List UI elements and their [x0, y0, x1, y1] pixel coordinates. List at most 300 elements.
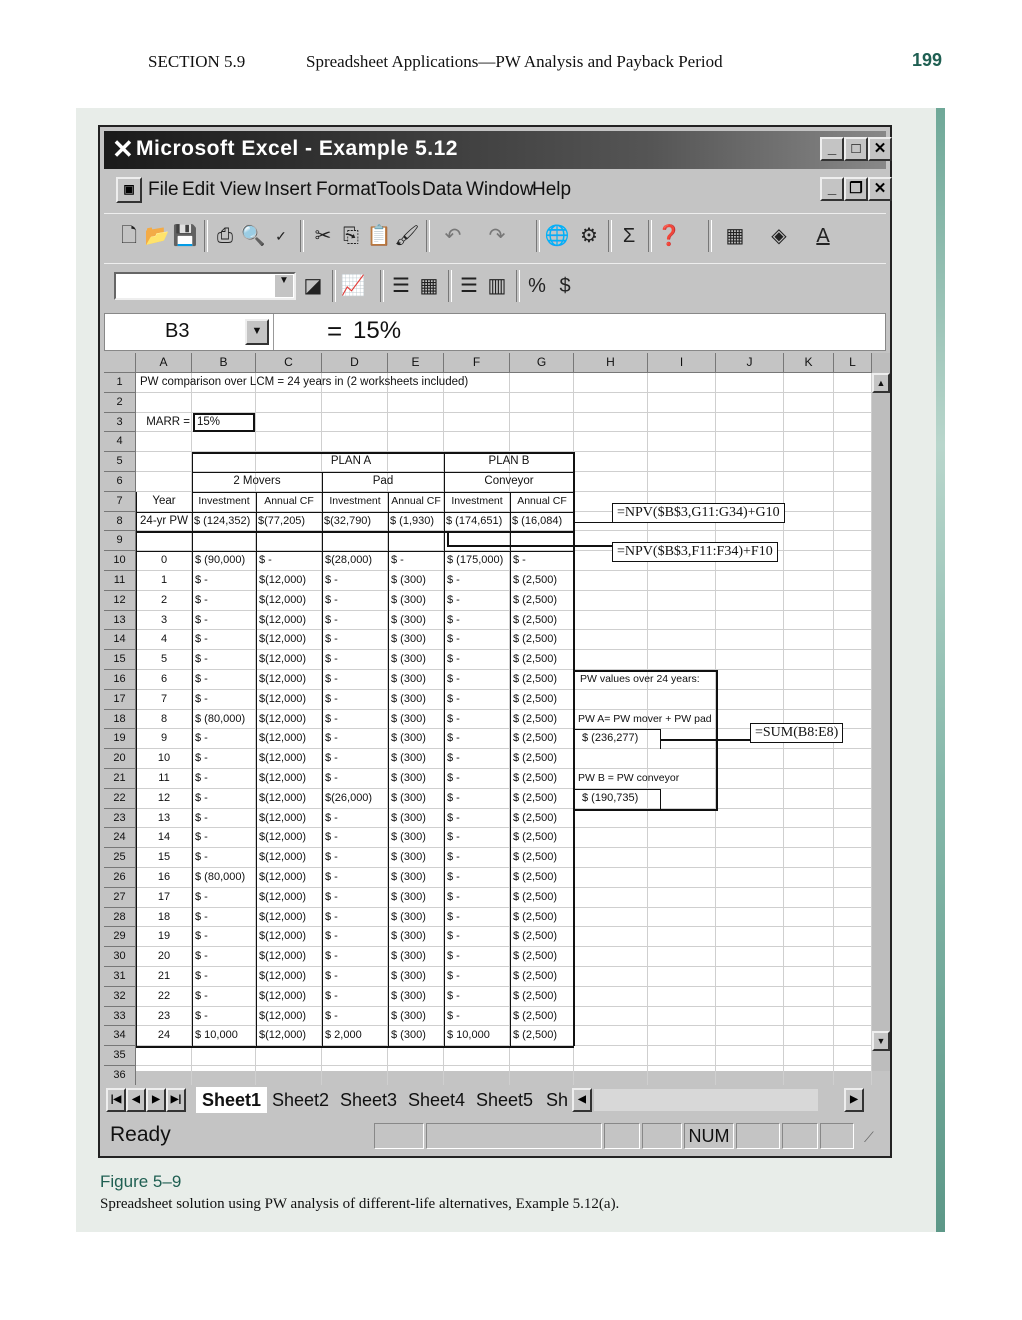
- autosum-icon[interactable]: Σ: [622, 225, 636, 247]
- data-cell[interactable]: $ (2,500): [513, 692, 558, 705]
- data-cell[interactable]: $(12,000): [259, 772, 307, 784]
- data-cell[interactable]: $ (2,500): [513, 910, 558, 923]
- data-cell[interactable]: $(12,000): [259, 613, 307, 626]
- doc-close-button[interactable]: ✕: [868, 177, 892, 201]
- data-cell[interactable]: $ -: [447, 593, 460, 606]
- data-cell[interactable]: $ (300): [391, 772, 426, 784]
- row-header[interactable]: 5: [104, 452, 136, 472]
- data-cell[interactable]: $ -: [195, 989, 208, 1002]
- data-cell[interactable]: $(12,000): [259, 851, 307, 864]
- data-cell[interactable]: $ -: [447, 970, 460, 982]
- data-cell[interactable]: $ (2,500): [513, 1029, 558, 1042]
- data-cell[interactable]: $ (2,500): [513, 890, 558, 903]
- font-color-icon[interactable]: A: [816, 225, 830, 247]
- redo-icon[interactable]: ↷: [488, 225, 506, 247]
- data-cell[interactable]: $ (300): [391, 1029, 426, 1042]
- row-header[interactable]: 19: [104, 729, 136, 749]
- data-cell[interactable]: $ (2,500): [513, 1009, 558, 1022]
- data-cell[interactable]: $ -: [195, 673, 208, 685]
- pw-cell[interactable]: $(32,790): [324, 514, 372, 527]
- data-cell[interactable]: $ -: [325, 653, 338, 666]
- data-cell[interactable]: $ (300): [391, 970, 426, 982]
- column-title-header[interactable]: Annual CF: [517, 494, 567, 507]
- data-cell[interactable]: $ (2,500): [513, 811, 558, 824]
- data-cell[interactable]: $ (80,000): [195, 871, 246, 883]
- row-header[interactable]: 21: [104, 769, 136, 789]
- data-cell[interactable]: $ -: [325, 752, 338, 765]
- data-cell[interactable]: $ -: [447, 653, 460, 666]
- data-cell[interactable]: $ -: [195, 811, 208, 824]
- data-cell[interactable]: $ -: [325, 970, 338, 982]
- align-icon[interactable]: ☰: [392, 275, 410, 297]
- data-cell[interactable]: $ -: [447, 772, 460, 784]
- data-cell[interactable]: $ 2,000: [325, 1029, 362, 1042]
- data-cell[interactable]: 14: [157, 831, 171, 844]
- data-cell[interactable]: $ -: [447, 574, 460, 586]
- data-cell[interactable]: $(28,000): [325, 554, 373, 567]
- column-header[interactable]: F: [444, 353, 510, 373]
- column-title-header[interactable]: Annual CF: [391, 494, 441, 507]
- row-header[interactable]: 3: [104, 413, 136, 433]
- tab-sheet1[interactable]: Sheet1: [196, 1087, 267, 1113]
- print-icon[interactable]: ⎙: [217, 225, 233, 247]
- data-cell[interactable]: $ -: [325, 633, 338, 646]
- row-header[interactable]: 32: [104, 987, 136, 1007]
- column-title-header[interactable]: Investment: [198, 494, 250, 507]
- new-icon[interactable]: 🗋: [120, 225, 138, 247]
- data-cell[interactable]: $(12,000): [259, 989, 307, 1002]
- data-cell[interactable]: $ -: [513, 554, 526, 567]
- data-cell[interactable]: $ -: [325, 732, 338, 745]
- data-cell[interactable]: $ (2,500): [513, 871, 558, 883]
- open-icon[interactable]: 📂: [144, 225, 170, 247]
- data-cell[interactable]: $ -: [447, 989, 460, 1002]
- data-cell[interactable]: $ -: [447, 1009, 460, 1022]
- data-cell[interactable]: $(12,000): [259, 1009, 307, 1022]
- tab-sheet4[interactable]: Sheet4: [408, 1090, 466, 1110]
- data-cell[interactable]: 0: [160, 554, 168, 567]
- pw-cell[interactable]: $ (1,930): [390, 514, 435, 527]
- data-cell[interactable]: 16: [157, 871, 171, 883]
- data-cell[interactable]: 20: [157, 950, 171, 963]
- data-cell[interactable]: $ -: [325, 910, 338, 923]
- row-header[interactable]: 27: [104, 888, 136, 908]
- data-cell[interactable]: $ 10,000: [447, 1029, 490, 1042]
- data-cell[interactable]: $(12,000): [259, 673, 307, 685]
- data-cell[interactable]: $ 10,000: [195, 1029, 238, 1042]
- data-cell[interactable]: $ -: [447, 950, 460, 963]
- data-cell[interactable]: $ -: [325, 712, 338, 725]
- data-cell[interactable]: 15: [157, 851, 171, 864]
- data-cell[interactable]: $ -: [447, 633, 460, 646]
- style-combo[interactable]: [114, 272, 296, 300]
- copy-icon[interactable]: ⎘: [343, 225, 359, 247]
- hyperlink-icon[interactable]: 🌐: [544, 225, 570, 247]
- pw-cell[interactable]: $ (16,084): [512, 514, 563, 527]
- data-cell[interactable]: $ (300): [391, 574, 426, 586]
- data-cell[interactable]: $ (300): [391, 871, 426, 883]
- doc-restore-button[interactable]: ❐: [844, 177, 868, 201]
- data-cell[interactable]: $ (300): [391, 910, 426, 923]
- data-cell[interactable]: $(12,000): [259, 910, 307, 923]
- data-cell[interactable]: $ -: [195, 851, 208, 864]
- data-cell[interactable]: $ -: [195, 692, 208, 705]
- data-cell[interactable]: $ (300): [391, 950, 426, 963]
- percent-icon[interactable]: %: [528, 275, 546, 297]
- row-header[interactable]: 22: [104, 789, 136, 809]
- row-header[interactable]: 6: [104, 472, 136, 492]
- conveyor-header[interactable]: Conveyor: [484, 475, 534, 487]
- data-cell[interactable]: $ -: [447, 673, 460, 685]
- data-cell[interactable]: 6: [160, 673, 168, 685]
- data-cell[interactable]: $ -: [391, 554, 404, 567]
- borders-icon[interactable]: ▦: [725, 225, 745, 247]
- rows-icon[interactable]: ☰: [460, 275, 478, 297]
- data-cell[interactable]: $ -: [195, 653, 208, 666]
- column-header[interactable]: J: [716, 353, 784, 373]
- row-header[interactable]: 20: [104, 749, 136, 769]
- data-cell[interactable]: $ -: [325, 613, 338, 626]
- help-icon[interactable]: ❓: [656, 225, 682, 247]
- data-cell[interactable]: $ (2,500): [513, 950, 558, 963]
- column-header[interactable]: A: [136, 353, 192, 373]
- data-cell[interactable]: $ -: [325, 890, 338, 903]
- data-cell[interactable]: $(12,000): [259, 574, 307, 586]
- first-sheet-icon[interactable]: |◀: [106, 1088, 126, 1112]
- chart-wizard-icon[interactable]: 📈: [340, 275, 366, 297]
- data-cell[interactable]: $ -: [447, 930, 460, 943]
- columns-icon[interactable]: ▥: [487, 275, 507, 297]
- data-cell[interactable]: $(12,000): [259, 732, 307, 745]
- data-cell[interactable]: $(12,000): [259, 712, 307, 725]
- data-cell[interactable]: $ (300): [391, 1009, 426, 1022]
- tab-sheet3[interactable]: Sheet3: [340, 1090, 398, 1110]
- data-cell[interactable]: $(12,000): [259, 692, 307, 705]
- data-cell[interactable]: $(12,000): [259, 871, 307, 883]
- data-cell[interactable]: $ (2,500): [513, 970, 558, 982]
- data-cell[interactable]: $ (300): [391, 989, 426, 1002]
- row-header[interactable]: 16: [104, 670, 136, 690]
- row-header[interactable]: 24: [104, 828, 136, 848]
- pw-b-value[interactable]: $ (190,735): [582, 791, 639, 804]
- data-cell[interactable]: $(12,000): [259, 633, 307, 646]
- chevron-down-icon[interactable]: ▼: [245, 319, 269, 345]
- workbook-icon[interactable]: ▣: [116, 177, 142, 203]
- data-cell[interactable]: $ -: [195, 791, 208, 804]
- data-cell[interactable]: $ (300): [391, 712, 426, 725]
- resize-grip-icon[interactable]: ⟋: [864, 1129, 874, 1145]
- data-cell[interactable]: $(12,000): [259, 890, 307, 903]
- data-cell[interactable]: $ -: [195, 772, 208, 784]
- data-cell[interactable]: $ (2,500): [513, 831, 558, 844]
- plan-b-header[interactable]: PLAN B: [488, 455, 530, 468]
- data-cell[interactable]: $ -: [447, 692, 460, 705]
- currency-icon[interactable]: $: [559, 275, 571, 297]
- menu-format[interactable]: Format: [316, 179, 377, 200]
- data-cell[interactable]: 10: [157, 752, 171, 765]
- column-header[interactable]: L: [834, 353, 872, 373]
- row-header[interactable]: 7: [104, 492, 136, 512]
- tab-scroll-left-icon[interactable]: ◀: [572, 1088, 592, 1112]
- close-button[interactable]: ✕: [868, 137, 892, 161]
- title-cell[interactable]: PW comparison over LCM = 24 years in (2 worksheets included): [140, 376, 469, 388]
- column-header[interactable]: E: [388, 353, 444, 373]
- last-sheet-icon[interactable]: ▶|: [166, 1088, 186, 1112]
- paste-icon[interactable]: 📋: [366, 225, 392, 247]
- row-header[interactable]: 15: [104, 650, 136, 670]
- data-cell[interactable]: 2: [160, 593, 168, 606]
- row-header[interactable]: 23: [104, 809, 136, 829]
- data-cell[interactable]: $ (2,500): [513, 772, 558, 784]
- data-cell[interactable]: $ (300): [391, 732, 426, 745]
- data-cell[interactable]: $ -: [325, 851, 338, 864]
- tab-sheet6[interactable]: Sh: [546, 1090, 569, 1110]
- data-cell[interactable]: $ -: [447, 791, 460, 804]
- row-header[interactable]: 34: [104, 1026, 136, 1046]
- data-cell[interactable]: $ -: [195, 910, 208, 923]
- column-header[interactable]: K: [784, 353, 834, 373]
- row-header[interactable]: 13: [104, 611, 136, 631]
- data-cell[interactable]: 17: [157, 890, 171, 903]
- data-cell[interactable]: 12: [157, 791, 171, 804]
- row-header[interactable]: 1: [104, 373, 136, 393]
- data-cell[interactable]: $ -: [195, 930, 208, 943]
- data-cell[interactable]: $ -: [195, 890, 208, 903]
- data-cell[interactable]: $(26,000): [325, 791, 373, 804]
- row-header[interactable]: 33: [104, 1007, 136, 1027]
- row-header[interactable]: 31: [104, 967, 136, 987]
- menu-tools[interactable]: Tools: [376, 179, 421, 200]
- data-cell[interactable]: $ -: [325, 1009, 338, 1022]
- data-cell[interactable]: $ (300): [391, 673, 426, 685]
- data-cell[interactable]: 18: [157, 910, 171, 923]
- tab-sheet5[interactable]: Sheet5: [476, 1090, 534, 1110]
- row-header[interactable]: 14: [104, 630, 136, 650]
- row-header[interactable]: 11: [104, 571, 136, 591]
- row-header[interactable]: 35: [104, 1046, 136, 1066]
- data-cell[interactable]: $ -: [447, 831, 460, 844]
- data-cell[interactable]: $ (300): [391, 633, 426, 646]
- row-header[interactable]: 26: [104, 868, 136, 888]
- next-sheet-icon[interactable]: ▶: [146, 1088, 166, 1112]
- data-cell[interactable]: $ (300): [391, 831, 426, 844]
- row-header[interactable]: 25: [104, 848, 136, 868]
- row-header[interactable]: 36: [104, 1066, 136, 1086]
- data-cell[interactable]: $(12,000): [259, 930, 307, 943]
- data-cell[interactable]: $ (2,500): [513, 633, 558, 646]
- data-cell[interactable]: $ -: [447, 910, 460, 923]
- tab-sheet2[interactable]: Sheet2: [272, 1090, 330, 1110]
- data-cell[interactable]: $ (300): [391, 930, 426, 943]
- row-header[interactable]: 9: [104, 531, 136, 551]
- cut-icon[interactable]: ✂: [314, 225, 332, 247]
- menu-edit[interactable]: Edit: [182, 179, 215, 200]
- data-cell[interactable]: $ -: [325, 831, 338, 844]
- row-header[interactable]: 29: [104, 927, 136, 947]
- data-cell[interactable]: $(12,000): [259, 752, 307, 765]
- maximize-button[interactable]: □: [844, 137, 868, 161]
- data-cell[interactable]: $ (300): [391, 593, 426, 606]
- data-cell[interactable]: $ -: [447, 732, 460, 745]
- print-preview-icon[interactable]: 🔍: [240, 225, 266, 247]
- data-cell[interactable]: $ -: [195, 831, 208, 844]
- data-cell[interactable]: 1: [160, 574, 168, 586]
- column-title-header[interactable]: Investment: [329, 494, 381, 507]
- horizontal-scrollbar[interactable]: [594, 1089, 818, 1111]
- doc-minimize-button[interactable]: _: [820, 177, 844, 201]
- data-cell[interactable]: $ (2,500): [513, 791, 558, 804]
- data-cell[interactable]: $ (2,500): [513, 613, 558, 626]
- data-cell[interactable]: $ -: [447, 712, 460, 725]
- data-cell[interactable]: $(12,000): [259, 811, 307, 824]
- data-cell[interactable]: $ -: [195, 613, 208, 626]
- pw-cell[interactable]: $ (174,651): [446, 514, 503, 527]
- data-cell[interactable]: $ -: [325, 673, 338, 685]
- data-cell[interactable]: 21: [157, 970, 171, 982]
- data-cell[interactable]: 5: [160, 653, 168, 666]
- data-cell[interactable]: 9: [160, 732, 168, 745]
- row-header[interactable]: 2: [104, 393, 136, 413]
- data-cell[interactable]: 19: [157, 930, 171, 943]
- data-cell[interactable]: 23: [157, 1009, 171, 1022]
- data-cell[interactable]: $(12,000): [259, 831, 307, 844]
- data-cell[interactable]: 8: [160, 712, 168, 725]
- undo-icon[interactable]: ↶: [444, 225, 462, 247]
- data-cell[interactable]: $ -: [195, 574, 208, 586]
- row-header[interactable]: 17: [104, 690, 136, 710]
- data-cell[interactable]: $ -: [325, 811, 338, 824]
- pw-b-label[interactable]: PW B = PW conveyor: [578, 772, 680, 784]
- column-header[interactable]: G: [510, 353, 574, 373]
- data-cell[interactable]: $ (300): [391, 653, 426, 666]
- tab-scroll-right-icon[interactable]: ▶: [844, 1088, 864, 1112]
- data-cell[interactable]: $ -: [447, 752, 460, 765]
- data-cell[interactable]: 7: [160, 692, 168, 705]
- spelling-icon[interactable]: ✓: [275, 228, 287, 244]
- data-cell[interactable]: $ (300): [391, 791, 426, 804]
- shadow-icon[interactable]: ◪: [303, 275, 323, 297]
- data-cell[interactable]: $ (300): [391, 613, 426, 626]
- data-cell[interactable]: 4: [160, 633, 168, 646]
- data-cell[interactable]: $ -: [325, 593, 338, 606]
- column-header[interactable]: B: [192, 353, 256, 373]
- row-header[interactable]: 12: [104, 591, 136, 611]
- vertical-scrollbar[interactable]: [872, 353, 890, 1071]
- data-cell[interactable]: $ -: [325, 989, 338, 1002]
- pad-header[interactable]: Pad: [372, 475, 394, 487]
- data-cell[interactable]: $ (2,500): [513, 673, 558, 685]
- data-cell[interactable]: $ (300): [391, 851, 426, 864]
- fill-color-icon[interactable]: ◈: [771, 225, 787, 247]
- marr-value-cell[interactable]: 15%: [193, 413, 255, 432]
- data-cell[interactable]: $ (2,500): [513, 930, 558, 943]
- data-cell[interactable]: $ -: [195, 593, 208, 606]
- data-cell[interactable]: $ (175,000): [447, 554, 504, 567]
- scroll-down-icon[interactable]: ▼: [872, 1031, 890, 1051]
- data-cell[interactable]: $ (300): [391, 811, 426, 824]
- menu-help[interactable]: Help: [532, 179, 572, 200]
- data-cell[interactable]: $ -: [195, 950, 208, 963]
- data-cell[interactable]: $ (300): [391, 890, 426, 903]
- data-cell[interactable]: $(12,000): [259, 970, 307, 982]
- data-cell[interactable]: $ (2,500): [513, 989, 558, 1002]
- pw-cell[interactable]: $(77,205): [258, 514, 306, 527]
- data-cell[interactable]: 24: [157, 1029, 171, 1042]
- menu-file[interactable]: File: [148, 179, 179, 200]
- menu-view[interactable]: View: [220, 179, 261, 200]
- data-cell[interactable]: $ -: [195, 732, 208, 745]
- scroll-up-icon[interactable]: ▲: [872, 373, 890, 393]
- data-cell[interactable]: $ -: [325, 772, 338, 784]
- data-cell[interactable]: $ (2,500): [513, 752, 558, 765]
- data-cell[interactable]: 3: [160, 613, 168, 626]
- data-cell[interactable]: $ -: [325, 574, 338, 586]
- menu-window[interactable]: Window: [466, 179, 534, 200]
- data-cell[interactable]: $ -: [195, 633, 208, 646]
- data-cell[interactable]: $ -: [259, 554, 272, 567]
- column-title-header[interactable]: Investment: [451, 494, 503, 507]
- data-cell[interactable]: $(12,000): [259, 950, 307, 963]
- data-cell[interactable]: $ (90,000): [195, 554, 246, 567]
- data-cell[interactable]: $ (80,000): [195, 712, 246, 725]
- data-cell[interactable]: $ (2,500): [513, 712, 558, 725]
- worksheet-grid[interactable]: [104, 353, 872, 1081]
- year-header[interactable]: Year: [152, 494, 176, 507]
- web-toolbar-icon[interactable]: ⚙: [580, 225, 598, 247]
- column-header[interactable]: D: [322, 353, 388, 373]
- minimize-button[interactable]: _: [820, 137, 844, 161]
- data-cell[interactable]: $ (300): [391, 752, 426, 765]
- prev-sheet-icon[interactable]: ◀: [126, 1088, 146, 1112]
- column-header[interactable]: H: [574, 353, 648, 373]
- data-cell[interactable]: $ -: [447, 890, 460, 903]
- name-box[interactable]: [105, 314, 274, 350]
- data-cell[interactable]: 22: [157, 989, 171, 1002]
- row-header[interactable]: 10: [104, 551, 136, 571]
- data-cell[interactable]: $ -: [447, 811, 460, 824]
- row-header[interactable]: 4: [104, 432, 136, 452]
- data-cell[interactable]: $(12,000): [259, 791, 307, 804]
- select-all-corner[interactable]: [104, 353, 136, 373]
- data-cell[interactable]: $ (2,500): [513, 851, 558, 864]
- format-painter-icon[interactable]: 🖌: [394, 225, 420, 247]
- data-cell[interactable]: $ -: [325, 692, 338, 705]
- data-cell[interactable]: $ (2,500): [513, 732, 558, 745]
- pw-cell[interactable]: $ (124,352): [194, 514, 251, 527]
- data-cell[interactable]: $ -: [447, 871, 460, 883]
- data-cell[interactable]: $ (2,500): [513, 593, 558, 606]
- save-icon[interactable]: 💾: [172, 225, 198, 247]
- column-header[interactable]: C: [256, 353, 322, 373]
- data-cell[interactable]: $ (300): [391, 692, 426, 705]
- column-title-header[interactable]: Annual CF: [264, 494, 314, 507]
- menu-data[interactable]: Data: [422, 179, 463, 200]
- pw-a-value[interactable]: $ (236,277): [582, 732, 639, 745]
- data-cell[interactable]: $ -: [447, 851, 460, 864]
- data-cell[interactable]: $ -: [325, 950, 338, 963]
- plan-a-header[interactable]: PLAN A: [330, 455, 372, 468]
- data-cell[interactable]: $ -: [447, 613, 460, 626]
- pw-cell[interactable]: 24-yr PW: [140, 514, 188, 527]
- data-cell[interactable]: $(12,000): [259, 1029, 307, 1042]
- row-header[interactable]: 18: [104, 710, 136, 730]
- data-cell[interactable]: $ -: [195, 1009, 208, 1022]
- data-cell[interactable]: $ -: [325, 930, 338, 943]
- menu-insert[interactable]: Insert: [264, 179, 312, 200]
- formula-input[interactable]: 15%: [353, 317, 402, 344]
- row-header[interactable]: 8: [104, 512, 136, 532]
- data-cell[interactable]: 11: [158, 772, 170, 784]
